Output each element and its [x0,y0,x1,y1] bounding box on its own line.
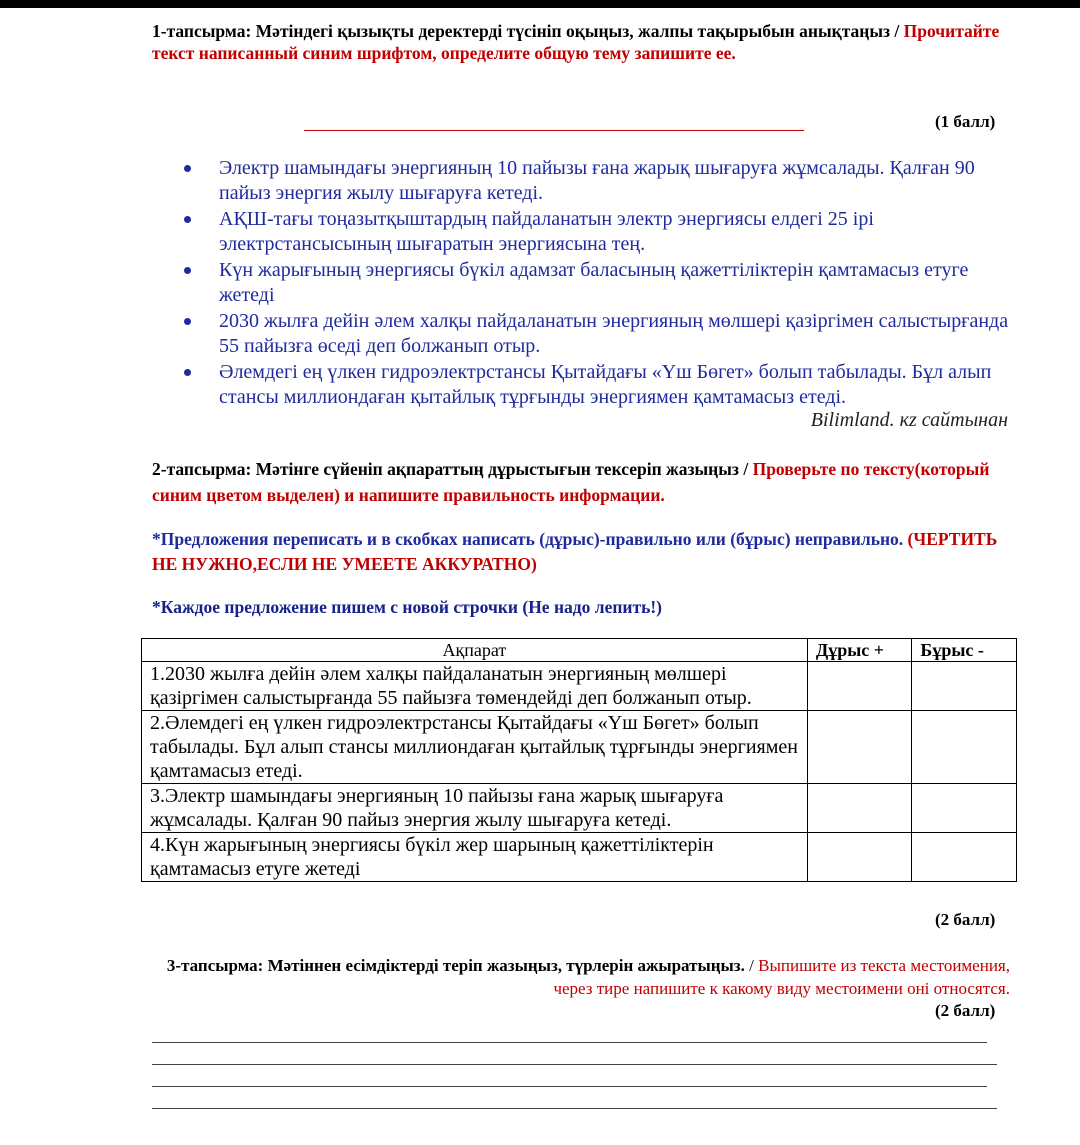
table-row [142,711,1017,784]
fact-text: 2030 жылға дейін әлем халқы пайдаланатын энергияның мөлшері қазіргімен салыстырғанда 55 пайызға өседі деп болжанып отыр. [219,310,1009,357]
fact-item [182,309,1022,359]
task3-text-kz: Мәтіннен есімдіктерді теріп жазыңыз, түрлерін ажыратыңыз. [267,956,745,975]
task2-label: 2-тапсырма: [152,459,252,479]
incorrect-cell[interactable] [912,711,1017,784]
task3-label: 3-тапсырма: [166,956,264,975]
info-table [141,638,1017,882]
task3-instruction [150,954,1010,1000]
note-warning-text: (ЧЕРТИТЬ НЕ НУЖНО,ЕСЛИ НЕ УМЕЕТЕ АККУРАТНО) [152,529,998,574]
fact-text: АҚШ-тағы тоңазытқыштардың пайдаланатын электр энергиясы елдегі 25 ірі электрстансысының шығаратын энергиясына тең. [219,208,874,255]
answer-line[interactable] [152,1042,987,1043]
bullet-icon [184,318,191,325]
table-row [142,784,1017,833]
source-citation: Bilimland. кz сайтынан [810,409,1008,431]
task2-separator: / [738,459,753,479]
statement-cell: 4.Күн жарығының энергиясы бүкіл жер шарының қажеттіліктерін қамтамасыз етуге жетеді [142,833,808,882]
fact-item [182,156,1022,206]
fact-text: Күн жарығының энергиясы бүкіл адамзат баласының қажеттіліктерін қамтамасыз етуге жетеді [219,259,969,306]
correct-cell[interactable] [807,662,912,711]
bullet-icon [184,216,191,223]
task3-text-ru: Выпишите из текста местоимения, через тире напишите к какому виду местоимени оні относятся. [553,956,1010,998]
task2-instruction [152,456,1012,508]
task1-answer-line[interactable] [304,130,804,131]
header-info: Ақпарат [142,639,808,662]
table-row [142,662,1017,711]
fact-item [182,258,1022,308]
correct-cell[interactable] [807,833,912,882]
answer-line[interactable] [152,1108,997,1109]
fact-text: Әлемдегі ең үлкен гидроэлектрстансы Қытайдағы «Үш Бөгет» болып табылады. Бұл алып стансы миллиондаған қытайлық тұрғынды энергиямен қамтамасыз етеді. [219,361,992,408]
task1-score: (1 балл) [935,112,996,131]
correct-cell[interactable] [807,784,912,833]
incorrect-cell[interactable] [912,833,1017,882]
task1-separator: / [890,21,904,41]
table-header-row [142,639,1017,662]
task2-note-newline: *Каждое предложение пишем с новой строчки (Не надо лепить!) [152,597,663,617]
correct-cell[interactable] [807,711,912,784]
fact-item [182,207,1022,257]
statement-cell: 1.2030 жылға дейін әлем халқы пайдаланатын энергияның мөлшері қазіргімен салыстырғанда 55 пайызға төмендейді деп болжанып отыр. [142,662,808,711]
incorrect-cell[interactable] [912,662,1017,711]
answer-line[interactable] [152,1086,987,1087]
note-rewrite-text: *Предложения переписать и в скобках написать (дұрыс)-правильно или (бұрыс) неправильно. [152,529,904,549]
table-row [142,833,1017,882]
task1-instruction [152,20,1012,64]
task2-text-ru: Проверьте по тексту(который синим цветом выделен) и напишите правильность информации. [152,459,990,505]
fact-text: Электр шамындағы энергияның 10 пайызы ғана жарық шығаруға жұмсалады. Қалған 90 пайыз энергия жылу шығаруға кетеді. [219,157,975,204]
fact-item [182,360,1022,410]
task1-text-ru: Прочитайте текст написанный синим шрифтом, определите общую тему запишите ее. [152,21,1000,63]
header-correct: Дұрыс + [807,639,912,662]
bullet-icon [184,165,191,172]
task3-separator: / [744,956,759,975]
top-border [0,0,1080,8]
task2-note-rewrite [152,527,1012,577]
task3-score: (2 балл) [935,1001,996,1020]
task1-label: 1-тапсырма: [152,21,252,41]
task2-text-kz: Мәтінге сүйеніп ақпараттың дұрыстығын тексеріп жазыңыз [255,459,739,479]
task1-text-kz: Мәтіндегі қызықты деректерді түсініп оқыңыз, жалпы тақырыбын анықтаңыз [255,21,891,41]
header-incorrect: Бұрыс - [912,639,1017,662]
statement-cell: 2.Әлемдегі ең үлкен гидроэлектрстансы Қытайдағы «Үш Бөгет» болып табылады. Бұл алып стансы миллиондаған қытайлық тұрғынды энергиямен қамтамасыз етеді. [142,711,808,784]
bullet-icon [184,267,191,274]
statement-cell: 3.Электр шамындағы энергияның 10 пайызы ғана жарық шығаруға жұмсалады. Қалған 90 пайыз энергия жылу шығаруға кетеді. [142,784,808,833]
task2-score: (2 балл) [935,910,996,929]
facts-list [182,156,1022,411]
answer-line[interactable] [152,1064,997,1065]
incorrect-cell[interactable] [912,784,1017,833]
bullet-icon [184,369,191,376]
